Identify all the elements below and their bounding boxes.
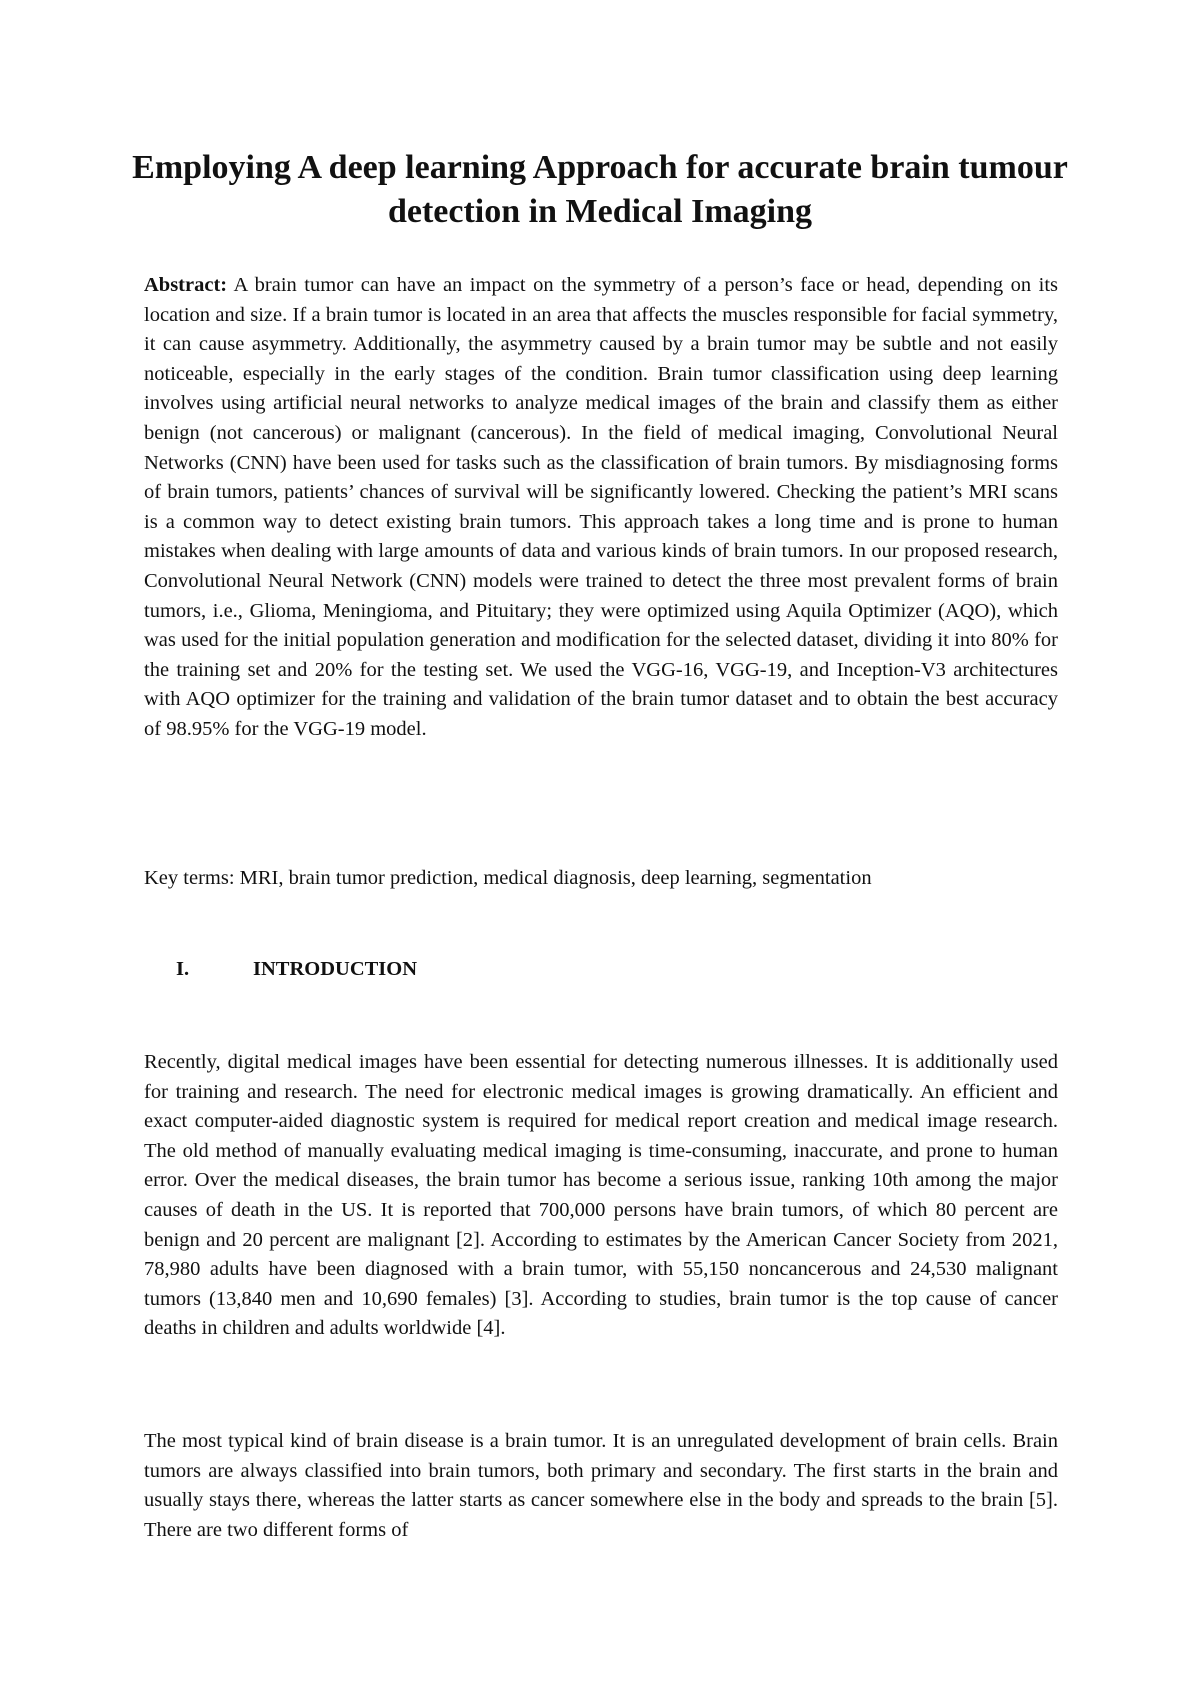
section-heading [176,955,417,985]
body-paragraph: Recently, digital medical images have been essential for detecting numerous illnesses. It is additionally used for training and research. The need for electronic medical images is growing dramatically. An efficient and exact computer-aided diagnostic system is required for medical report creation and medical image research. The old method of manually evaluating medical imaging is time-consuming, inaccurate, and prone to human error. Over the medical diseases, the brain tumor has become a serious issue, ranking 10th among the major causes of death in the US. It is reported that 700,000 persons have brain tumors, of which 80 percent are benign and 20 percent are malignant [2]. According to estimates by the American Cancer Society from 2021, 78,980 adults have been diagnosed with a brain tumor, with 55,150 noncancerous and 24,530 malignant tumors (13,840 men and 10,690 females) [3]. According to studies, brain tumor is the top cause of cancer deaths in children and adults worldwide [4]. [144,1051,1058,1340]
abstract-paragraph [144,271,1058,745]
section-title: INTRODUCTION [253,958,418,980]
section-number: I. [176,958,190,980]
abstract-text: A brain tumor can have an impact on the symmetry of a person’s face or head, depending on its location and size. If a brain tumor is located in an area that affects the muscles responsible for facial symmetry, it can cause asymmetry. Additionally, the asymmetry caused by a brain tumor may be subtle and not easily noticeable, especially in the early stages of the condition. Brain tumor classification using deep learning involves using artificial neural networks to analyze medical images of the brain and classify them as either benign (not cancerous) or malignant (cancerous). In the field of medical imaging, Convolutional Neural Networks (CNN) have been used for tasks such as the classification of brain tumors. By misdiagnosing forms of brain tumors, patients’ chances of survival will be significantly lowered. Checking the patient’s MRI scans is a common way to detect existing brain tumors. This approach takes a long time and is prone to human mistakes when dealing with large amounts of data and various kinds of brain tumors. In our proposed research, Convolutional Neural Network (CNN) models were trained to detect the three most prevalent forms of brain tumors, i.e., Glioma, Meningioma, and Pituitary; they were optimized using Aquila Optimizer (AQO), which was used for the initial population generation and modification for the selected dataset, dividing it into 80% for the training set and 20% for the testing set. We used the VGG-16, VGG-19, and Inception-V3 architectures with AQO optimizer for the training and validation of the brain tumor dataset and to obtain the best accuracy of 98.95% for the VGG-19 model. [144,274,1058,740]
key-terms: Key terms: MRI, brain tumor prediction, medical diagnosis, deep learning, segmentation [144,867,872,889]
body-paragraph: The most typical kind of brain disease is a brain tumor. It is an unregulated development of brain cells. Brain tumors are always classified into brain tumors, both primary and secondary. The first starts in the brain and usually stays there, whereas the latter starts as cancer somewhere else in the body and spreads to the brain [5]. There are two different forms of [144,1430,1058,1541]
abstract-label: Abstract: [144,274,228,296]
paper-title: Employing A deep learning Approach for accurate brain tumour detection in Medical Imaging [132,149,1068,230]
